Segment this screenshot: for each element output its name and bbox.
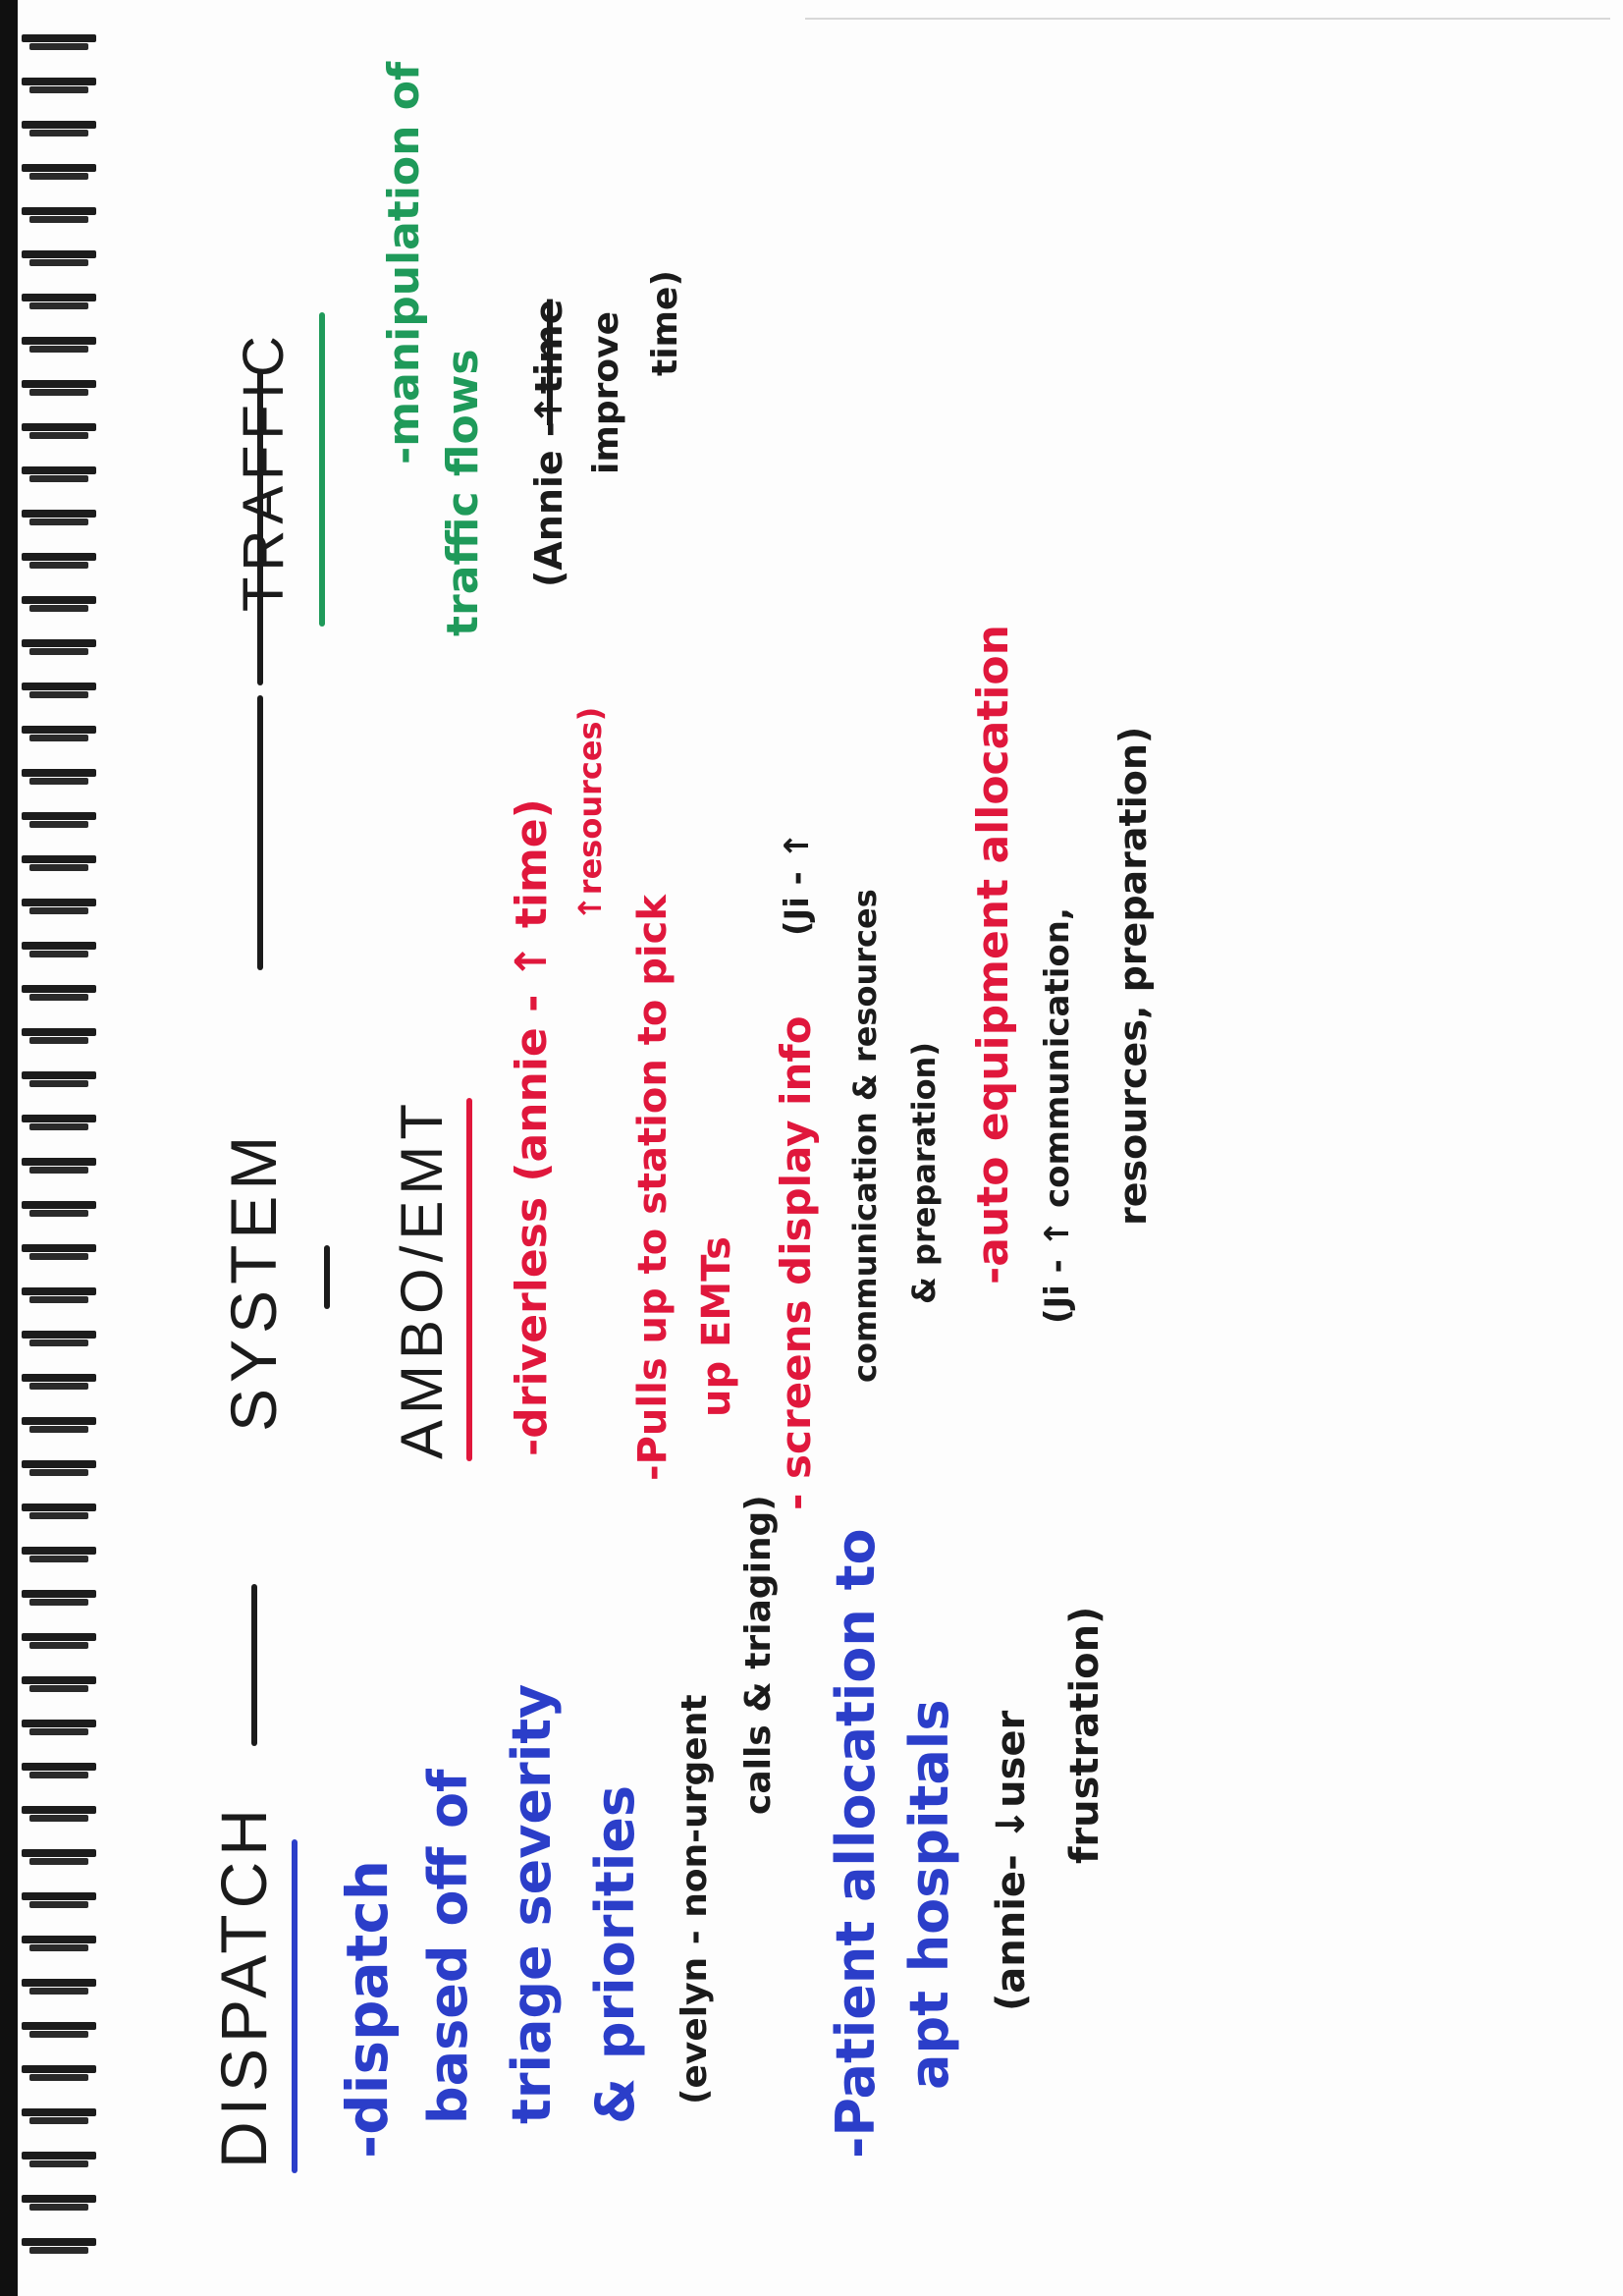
connector-dash-1	[251, 1584, 257, 1746]
ambo-note-1-line-1: -driverless (annie - ↑ time)	[507, 798, 557, 1456]
dispatch-note-1-line-4: & priorities	[584, 1784, 646, 2124]
heading-traffic: TRAFFIC	[232, 330, 296, 612]
system-to-ambo-line	[324, 1245, 330, 1309]
traffic-quote-struck: ↑time	[527, 299, 570, 425]
dispatch-quote-1-line-1: (evelyn - non-urgent	[675, 1694, 715, 2105]
dispatch-note-1-line-1: -dispatch	[334, 1859, 401, 2159]
dispatch-note-1-line-2: based off of	[417, 1769, 479, 2124]
ambo-note-3-line-1: - screens display info	[772, 1015, 820, 1510]
ambo-quote-3-line-1: (Ji - ↑	[778, 831, 817, 936]
dispatch-note-2-line-1: -Patient allocation to	[825, 1528, 887, 2159]
dispatch-note-2-line-2: apt hospitals	[898, 1699, 960, 2090]
dispatch-underline	[292, 1839, 298, 2173]
ambo-quote-3-line-3: & preparation)	[905, 1042, 943, 1304]
heading-system: SYSTEM	[217, 1129, 290, 1432]
ambo-underline	[466, 1098, 472, 1461]
traffic-note-1-line-2: traffic flows	[438, 349, 488, 636]
ambo-quote-3-line-2: communication & resources	[846, 889, 884, 1383]
traffic-quote-line-3: time)	[645, 270, 685, 376]
dispatch-quote-2-line-2: frustration)	[1062, 1606, 1108, 1864]
traffic-note-1-line-1: -manipulation of	[379, 61, 429, 465]
heading-ambo-emt: AMBO/EMT	[389, 1097, 455, 1459]
traffic-quote-line-2: improve	[586, 311, 626, 474]
ambo-note-2-line-2: up EMTs	[694, 1236, 739, 1417]
traffic-quote-line-1: (Annie -	[527, 421, 570, 587]
ambo-quote-4-line-1: (Ji - ↑ communication,	[1038, 907, 1077, 1324]
connector-dash-2	[257, 695, 263, 970]
dispatch-note-1-line-3: triage severity	[501, 1683, 563, 2124]
ambo-note-1-line-2: ↑resources)	[571, 706, 609, 921]
dispatch-quote-1-line-2: calls & triaging)	[738, 1495, 779, 1815]
ambo-quote-4-line-2: resources, preparation)	[1111, 726, 1155, 1226]
ambo-note-2-line-1: -Pulls up to station to pick	[630, 895, 676, 1481]
heading-dispatch: DISPATCH	[207, 1803, 280, 2168]
ambo-note-4-line-1: -auto equipment allocation	[968, 625, 1018, 1285]
traffic-underline	[319, 312, 325, 627]
dispatch-quote-2-line-1: (annie- ↓user	[989, 1710, 1034, 2011]
